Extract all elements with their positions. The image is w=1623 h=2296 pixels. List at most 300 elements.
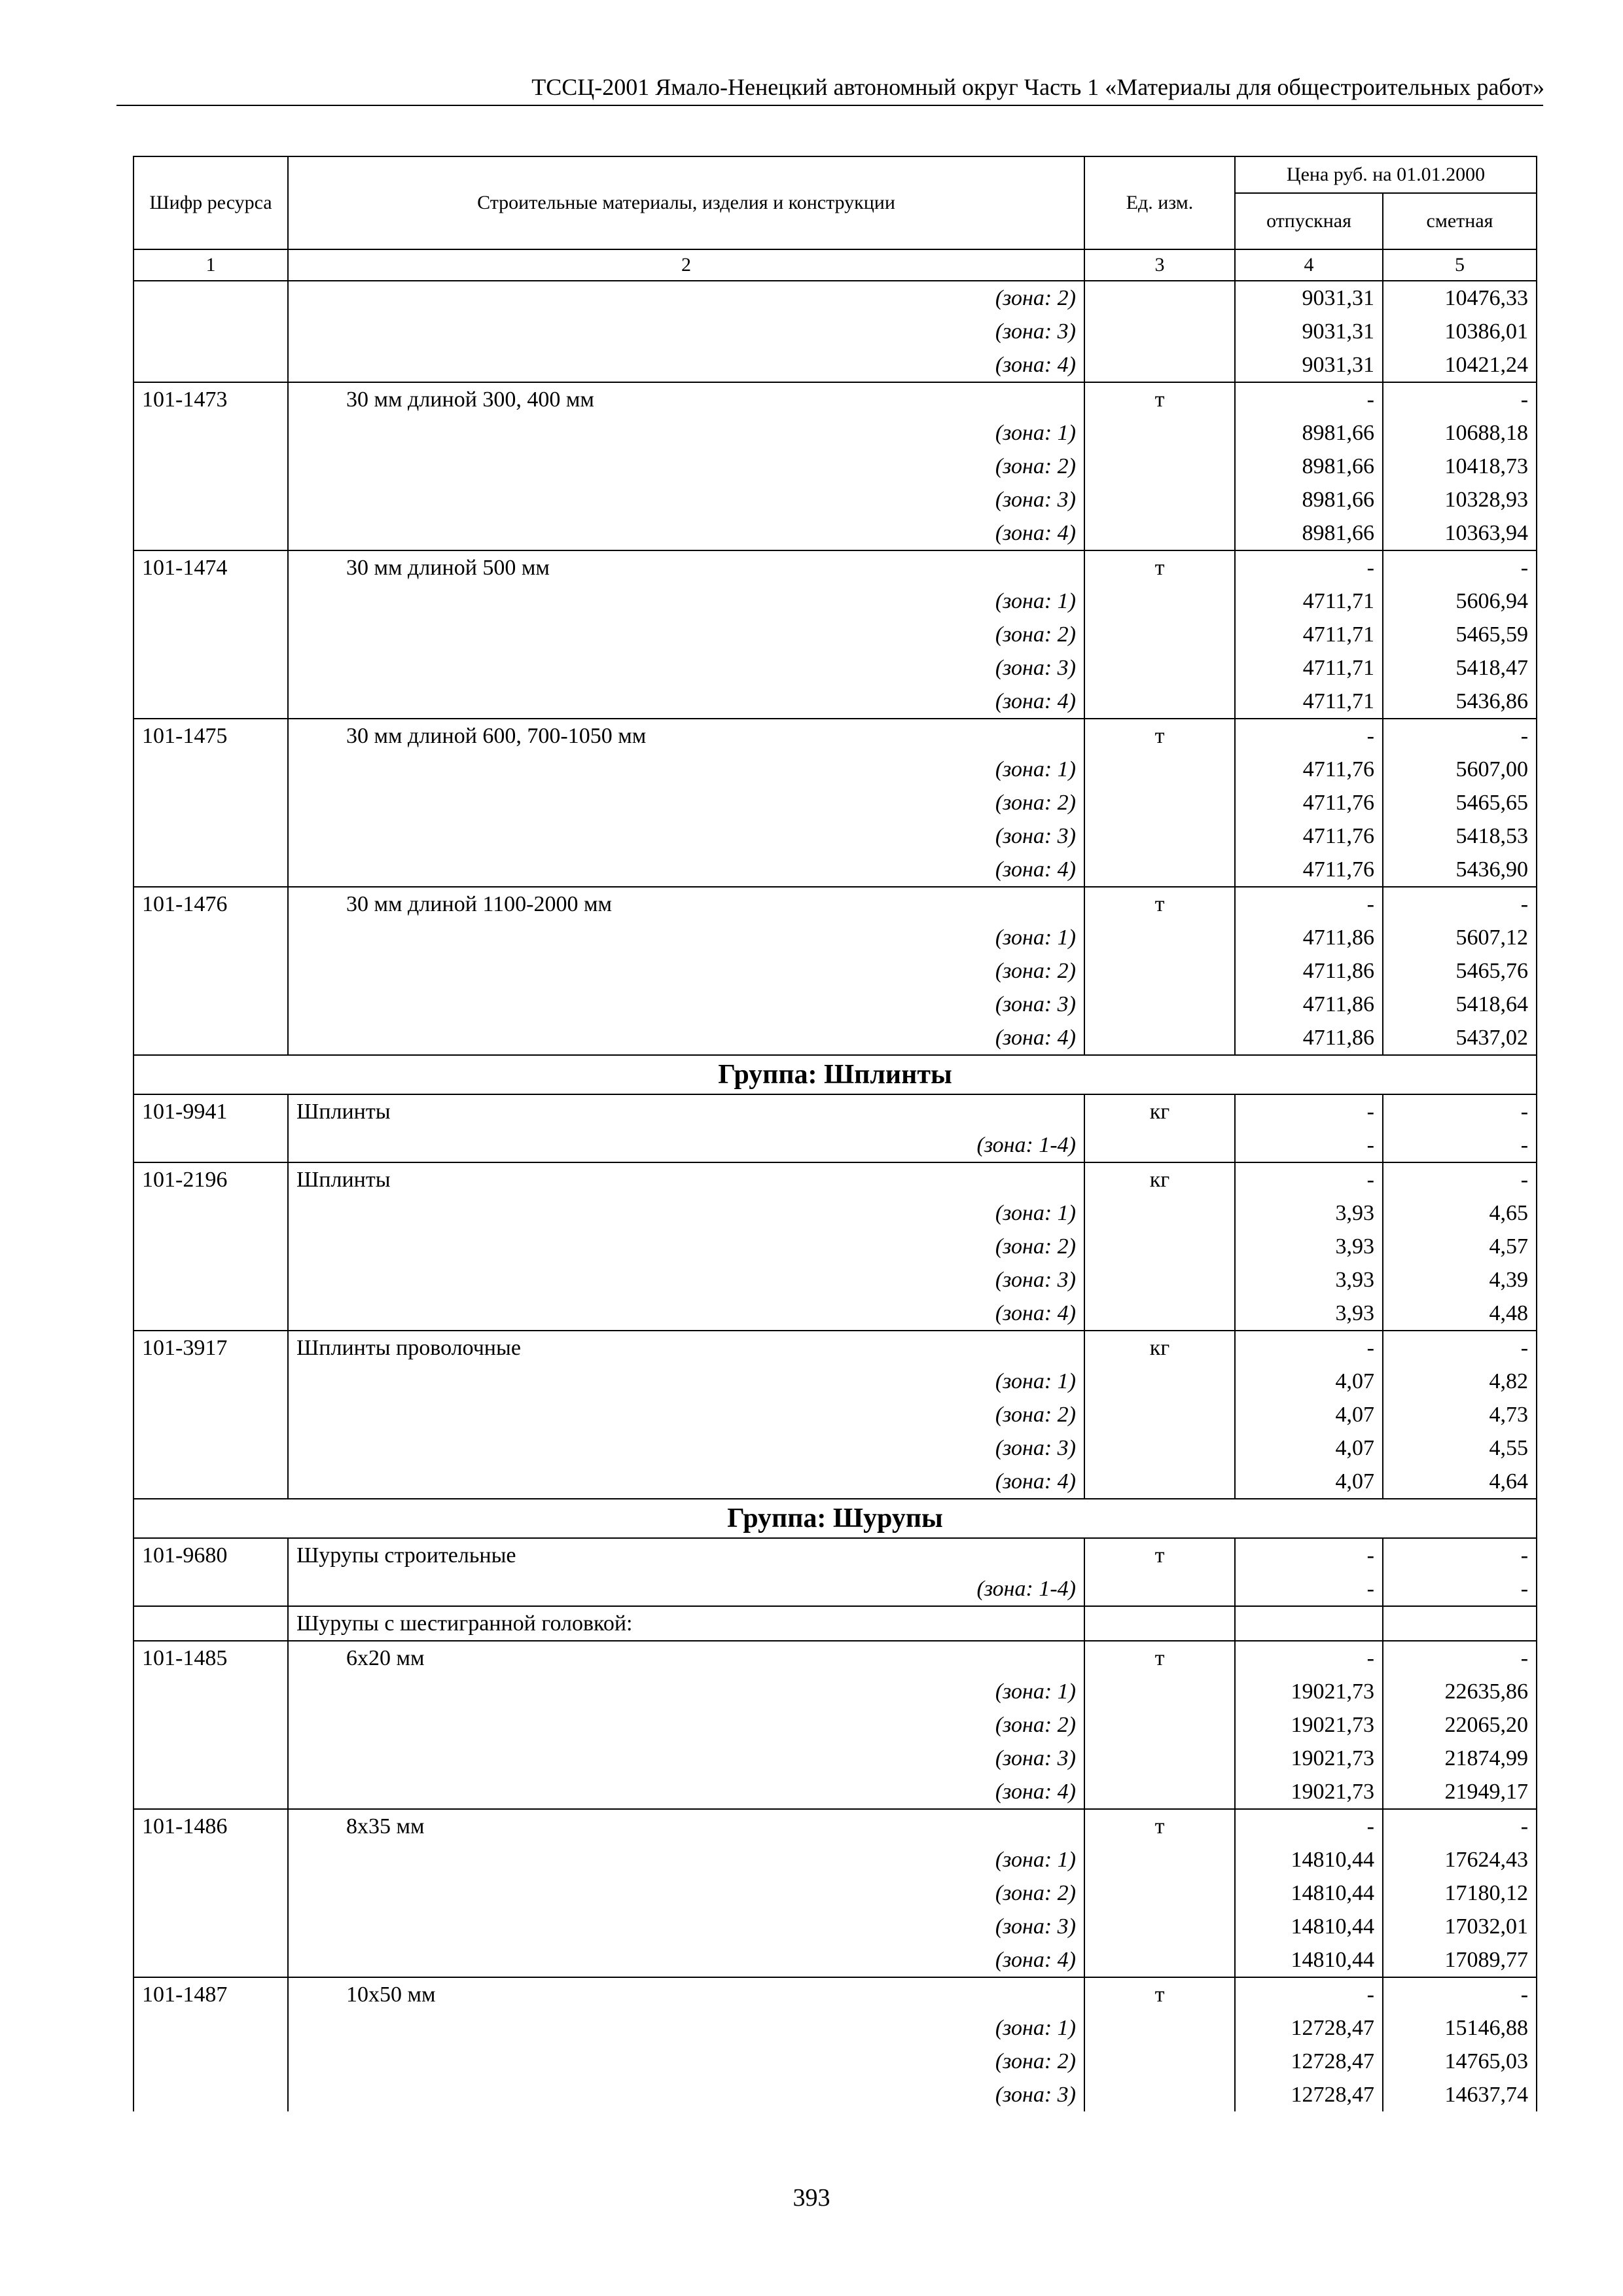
unit-cell: т bbox=[1084, 719, 1235, 753]
zone-row bbox=[134, 685, 1537, 719]
resource-code bbox=[134, 2078, 288, 2111]
estimate-price: 17624,43 bbox=[1383, 1843, 1537, 1876]
resource-code bbox=[134, 1675, 288, 1708]
estimate-price: - bbox=[1383, 1809, 1537, 1843]
unit-cell bbox=[1084, 786, 1235, 819]
resource-code bbox=[134, 753, 288, 786]
estimate-price: - bbox=[1383, 550, 1537, 584]
unit-cell: т bbox=[1084, 382, 1235, 416]
unit-cell bbox=[1084, 1365, 1235, 1398]
zone-label: (зона: 3) bbox=[288, 1742, 1084, 1775]
zone-label: (зона: 2) bbox=[288, 1708, 1084, 1742]
resource-code bbox=[134, 1775, 288, 1809]
resource-code bbox=[134, 954, 288, 988]
zone-label: (зона: 4) bbox=[288, 1943, 1084, 1977]
resource-code bbox=[134, 1572, 288, 1606]
unit-cell bbox=[1084, 853, 1235, 887]
resource-code bbox=[134, 1263, 288, 1297]
estimate-price: 4,48 bbox=[1383, 1297, 1537, 1331]
zone-label: (зона: 3) bbox=[288, 651, 1084, 685]
release-price: 4711,86 bbox=[1235, 1021, 1383, 1055]
zone-label: (зона: 1) bbox=[288, 753, 1084, 786]
resource-code bbox=[134, 1196, 288, 1230]
estimate-price: 5436,86 bbox=[1383, 685, 1537, 719]
zone-label: (зона: 1-4) bbox=[288, 1128, 1084, 1162]
resource-code: 101-9941 bbox=[134, 1094, 288, 1128]
estimate-price: 21874,99 bbox=[1383, 1742, 1537, 1775]
zone-row bbox=[134, 483, 1537, 516]
table-row bbox=[134, 1641, 1537, 1675]
header-unit: Ед. изм. bbox=[1084, 156, 1235, 249]
table-row bbox=[134, 1606, 1537, 1641]
unit-cell bbox=[1084, 2045, 1235, 2078]
release-price: 8981,66 bbox=[1235, 516, 1383, 550]
zone-row bbox=[134, 2011, 1537, 2045]
zone-row bbox=[134, 584, 1537, 618]
unit-cell bbox=[1084, 1742, 1235, 1775]
estimate-price: - bbox=[1383, 1572, 1537, 1606]
estimate-price: 4,82 bbox=[1383, 1365, 1537, 1398]
resource-code bbox=[134, 1128, 288, 1162]
zone-label: (зона: 4) bbox=[288, 1465, 1084, 1499]
unit-cell bbox=[1084, 348, 1235, 382]
zone-label: (зона: 4) bbox=[288, 348, 1084, 382]
estimate-price: - bbox=[1383, 1641, 1537, 1675]
zone-label: (зона: 4) bbox=[288, 853, 1084, 887]
release-price: 3,93 bbox=[1235, 1263, 1383, 1297]
zone-label: (зона: 3) bbox=[288, 2078, 1084, 2111]
release-price: - bbox=[1235, 887, 1383, 921]
estimate-price: 4,55 bbox=[1383, 1431, 1537, 1465]
zone-row bbox=[134, 1943, 1537, 1977]
table-row bbox=[134, 1331, 1537, 1365]
zone-label: (зона: 3) bbox=[288, 483, 1084, 516]
unit-cell bbox=[1084, 1230, 1235, 1263]
table-row bbox=[134, 719, 1537, 753]
zone-row bbox=[134, 281, 1537, 315]
estimate-price: 14765,03 bbox=[1383, 2045, 1537, 2078]
estimate-price: 22065,20 bbox=[1383, 1708, 1537, 1742]
release-price: 4711,71 bbox=[1235, 685, 1383, 719]
release-price: 4711,86 bbox=[1235, 988, 1383, 1021]
zone-row bbox=[134, 988, 1537, 1021]
estimate-price: 4,65 bbox=[1383, 1196, 1537, 1230]
column-numbers-row bbox=[134, 249, 1537, 281]
resource-code bbox=[134, 1876, 288, 1910]
unit-cell bbox=[1084, 584, 1235, 618]
estimate-price: 10418,73 bbox=[1383, 450, 1537, 483]
release-price: 4711,71 bbox=[1235, 618, 1383, 651]
header-release-price: отпускная bbox=[1235, 193, 1383, 249]
release-price: 4711,71 bbox=[1235, 584, 1383, 618]
resource-code: 101-1476 bbox=[134, 887, 288, 921]
zone-row bbox=[134, 1263, 1537, 1297]
material-name: 30 мм длиной 300, 400 мм bbox=[288, 382, 1084, 416]
zone-row bbox=[134, 954, 1537, 988]
material-name: 6х20 мм bbox=[288, 1641, 1084, 1675]
release-price: 14810,44 bbox=[1235, 1910, 1383, 1943]
zone-row bbox=[134, 1876, 1537, 1910]
estimate-price: - bbox=[1383, 1094, 1537, 1128]
estimate-price: 10363,94 bbox=[1383, 516, 1537, 550]
resource-code bbox=[134, 853, 288, 887]
estimate-price: 5465,59 bbox=[1383, 618, 1537, 651]
unit-cell: т bbox=[1084, 1977, 1235, 2011]
group-title: Группа: Шурупы bbox=[134, 1499, 1537, 1538]
unit-cell bbox=[1084, 483, 1235, 516]
zone-row bbox=[134, 1675, 1537, 1708]
zone-row bbox=[134, 1196, 1537, 1230]
estimate-price: 10328,93 bbox=[1383, 483, 1537, 516]
release-price: 4711,86 bbox=[1235, 921, 1383, 954]
resource-code: 101-1487 bbox=[134, 1977, 288, 2011]
zone-label: (зона: 1) bbox=[288, 2011, 1084, 2045]
material-name: 30 мм длиной 600, 700-1050 мм bbox=[288, 719, 1084, 753]
zone-label: (зона: 2) bbox=[288, 450, 1084, 483]
zone-row bbox=[134, 1910, 1537, 1943]
estimate-price bbox=[1383, 1606, 1537, 1641]
table-row bbox=[134, 887, 1537, 921]
unit-cell bbox=[1084, 1943, 1235, 1977]
zone-label: (зона: 2) bbox=[288, 954, 1084, 988]
zone-row bbox=[134, 853, 1537, 887]
unit-cell: т bbox=[1084, 1641, 1235, 1675]
unit-cell bbox=[1084, 618, 1235, 651]
resource-code bbox=[134, 988, 288, 1021]
resource-code: 101-1473 bbox=[134, 382, 288, 416]
zone-label: (зона: 1) bbox=[288, 584, 1084, 618]
zone-row bbox=[134, 921, 1537, 954]
resource-code bbox=[134, 1465, 288, 1499]
zone-row bbox=[134, 1128, 1537, 1162]
release-price: - bbox=[1235, 1641, 1383, 1675]
unit-cell bbox=[1084, 1775, 1235, 1809]
zone-label: (зона: 4) bbox=[288, 516, 1084, 550]
unit-cell: т bbox=[1084, 887, 1235, 921]
resource-code bbox=[134, 2045, 288, 2078]
zone-label: (зона: 1-4) bbox=[288, 1572, 1084, 1606]
unit-cell: т bbox=[1084, 550, 1235, 584]
release-price: 19021,73 bbox=[1235, 1775, 1383, 1809]
estimate-price: 4,57 bbox=[1383, 1230, 1537, 1263]
zone-label: (зона: 1) bbox=[288, 416, 1084, 450]
column-number: 5 bbox=[1383, 249, 1537, 281]
page-number: 393 bbox=[793, 2184, 830, 2212]
material-name: Шплинты bbox=[288, 1162, 1084, 1196]
release-price: 4711,76 bbox=[1235, 786, 1383, 819]
zone-label: (зона: 2) bbox=[288, 1876, 1084, 1910]
unit-cell: т bbox=[1084, 1809, 1235, 1843]
release-price: 14810,44 bbox=[1235, 1843, 1383, 1876]
release-price: - bbox=[1235, 382, 1383, 416]
release-price: 19021,73 bbox=[1235, 1708, 1383, 1742]
material-name: Шплинты проволочные bbox=[288, 1331, 1084, 1365]
material-name: 30 мм длиной 500 мм bbox=[288, 550, 1084, 584]
resource-code bbox=[134, 450, 288, 483]
release-price: 9031,31 bbox=[1235, 348, 1383, 382]
release-price: 9031,31 bbox=[1235, 315, 1383, 348]
release-price: 14810,44 bbox=[1235, 1876, 1383, 1910]
zone-row bbox=[134, 2078, 1537, 2111]
zone-row bbox=[134, 2045, 1537, 2078]
estimate-price: 5607,00 bbox=[1383, 753, 1537, 786]
zone-label: (зона: 1) bbox=[288, 921, 1084, 954]
resource-code bbox=[134, 1742, 288, 1775]
release-price: - bbox=[1235, 1538, 1383, 1572]
resource-code: 101-1485 bbox=[134, 1641, 288, 1675]
resource-code bbox=[134, 416, 288, 450]
estimate-price: - bbox=[1383, 382, 1537, 416]
estimate-price: 17089,77 bbox=[1383, 1943, 1537, 1977]
zone-row bbox=[134, 1021, 1537, 1055]
zone-row bbox=[134, 315, 1537, 348]
price-table bbox=[133, 156, 1537, 2111]
release-price: 8981,66 bbox=[1235, 483, 1383, 516]
unit-cell: кг bbox=[1084, 1094, 1235, 1128]
release-price: 12728,47 bbox=[1235, 2011, 1383, 2045]
column-number: 3 bbox=[1084, 249, 1235, 281]
unit-cell bbox=[1084, 988, 1235, 1021]
estimate-price: 5606,94 bbox=[1383, 584, 1537, 618]
estimate-price: 10421,24 bbox=[1383, 348, 1537, 382]
estimate-price: - bbox=[1383, 887, 1537, 921]
unit-cell: т bbox=[1084, 1538, 1235, 1572]
zone-row bbox=[134, 450, 1537, 483]
release-price: 12728,47 bbox=[1235, 2045, 1383, 2078]
resource-code: 101-9680 bbox=[134, 1538, 288, 1572]
table-row bbox=[134, 382, 1537, 416]
resource-code bbox=[134, 786, 288, 819]
table-row bbox=[134, 1094, 1537, 1128]
zone-row bbox=[134, 618, 1537, 651]
zone-label: (зона: 3) bbox=[288, 1431, 1084, 1465]
header-name: Строительные материалы, изделия и конструкции bbox=[288, 156, 1084, 249]
release-price: 19021,73 bbox=[1235, 1742, 1383, 1775]
estimate-price: - bbox=[1383, 1128, 1537, 1162]
estimate-price: - bbox=[1383, 719, 1537, 753]
release-price: 19021,73 bbox=[1235, 1675, 1383, 1708]
unit-cell bbox=[1084, 1910, 1235, 1943]
estimate-price: 15146,88 bbox=[1383, 2011, 1537, 2045]
column-number: 2 bbox=[288, 249, 1084, 281]
material-name: Шурупы с шестигранной головкой: bbox=[288, 1606, 1084, 1641]
release-price: - bbox=[1235, 719, 1383, 753]
release-price: 3,93 bbox=[1235, 1230, 1383, 1263]
unit-cell bbox=[1084, 651, 1235, 685]
resource-code bbox=[134, 281, 288, 315]
release-price: 9031,31 bbox=[1235, 281, 1383, 315]
unit-cell: кг bbox=[1084, 1162, 1235, 1196]
unit-cell bbox=[1084, 819, 1235, 853]
zone-row bbox=[134, 1297, 1537, 1331]
resource-code bbox=[134, 1708, 288, 1742]
header-divider bbox=[116, 105, 1543, 106]
zone-label: (зона: 2) bbox=[288, 786, 1084, 819]
zone-row bbox=[134, 1572, 1537, 1606]
zone-label: (зона: 2) bbox=[288, 1230, 1084, 1263]
unit-cell bbox=[1084, 450, 1235, 483]
material-name: Шурупы строительные bbox=[288, 1538, 1084, 1572]
estimate-price: 10688,18 bbox=[1383, 416, 1537, 450]
estimate-price: 5607,12 bbox=[1383, 921, 1537, 954]
estimate-price: 5436,90 bbox=[1383, 853, 1537, 887]
zone-row bbox=[134, 1365, 1537, 1398]
zone-label: (зона: 4) bbox=[288, 1297, 1084, 1331]
zone-row bbox=[134, 1431, 1537, 1465]
unit-cell bbox=[1084, 1572, 1235, 1606]
resource-code bbox=[134, 685, 288, 719]
release-price: 4711,76 bbox=[1235, 753, 1383, 786]
zone-label: (зона: 3) bbox=[288, 1263, 1084, 1297]
release-price: - bbox=[1235, 1977, 1383, 2011]
estimate-price: 22635,86 bbox=[1383, 1675, 1537, 1708]
release-price: 3,93 bbox=[1235, 1196, 1383, 1230]
unit-cell bbox=[1084, 281, 1235, 315]
unit-cell bbox=[1084, 1021, 1235, 1055]
group-heading-row bbox=[134, 1499, 1537, 1538]
zone-row bbox=[134, 1230, 1537, 1263]
unit-cell bbox=[1084, 1843, 1235, 1876]
unit-cell: кг bbox=[1084, 1331, 1235, 1365]
unit-cell bbox=[1084, 1297, 1235, 1331]
zone-row bbox=[134, 651, 1537, 685]
header-price: Цена руб. на 01.01.2000 bbox=[1235, 156, 1537, 193]
release-price: - bbox=[1235, 1094, 1383, 1128]
unit-cell bbox=[1084, 2078, 1235, 2111]
estimate-price: 14637,74 bbox=[1383, 2078, 1537, 2111]
table-row bbox=[134, 1977, 1537, 2011]
table-row bbox=[134, 1162, 1537, 1196]
zone-row bbox=[134, 1465, 1537, 1499]
resource-code bbox=[134, 1431, 288, 1465]
estimate-price: - bbox=[1383, 1538, 1537, 1572]
zone-row bbox=[134, 416, 1537, 450]
group-title: Группа: Шплинты bbox=[134, 1055, 1537, 1094]
resource-code bbox=[134, 1843, 288, 1876]
release-price: 4711,76 bbox=[1235, 819, 1383, 853]
estimate-price: 4,39 bbox=[1383, 1263, 1537, 1297]
unit-cell bbox=[1084, 1263, 1235, 1297]
release-price: 4,07 bbox=[1235, 1465, 1383, 1499]
estimate-price: 21949,17 bbox=[1383, 1775, 1537, 1809]
zone-label: (зона: 1) bbox=[288, 1365, 1084, 1398]
estimate-price: 5465,76 bbox=[1383, 954, 1537, 988]
resource-code bbox=[134, 819, 288, 853]
zone-row bbox=[134, 819, 1537, 853]
estimate-price: 5418,47 bbox=[1383, 651, 1537, 685]
unit-cell bbox=[1084, 685, 1235, 719]
release-price: 4711,71 bbox=[1235, 651, 1383, 685]
release-price: 12728,47 bbox=[1235, 2078, 1383, 2111]
material-name: 30 мм длиной 1100-2000 мм bbox=[288, 887, 1084, 921]
resource-code bbox=[134, 1021, 288, 1055]
column-number: 1 bbox=[134, 249, 288, 281]
resource-code: 101-1474 bbox=[134, 550, 288, 584]
resource-code bbox=[134, 1398, 288, 1431]
zone-label: (зона: 4) bbox=[288, 1775, 1084, 1809]
zone-label: (зона: 2) bbox=[288, 2045, 1084, 2078]
unit-cell bbox=[1084, 1675, 1235, 1708]
unit-cell bbox=[1084, 753, 1235, 786]
zone-label: (зона: 3) bbox=[288, 1910, 1084, 1943]
release-price: - bbox=[1235, 1331, 1383, 1365]
release-price: 4,07 bbox=[1235, 1431, 1383, 1465]
zone-row bbox=[134, 753, 1537, 786]
zone-label: (зона: 3) bbox=[288, 819, 1084, 853]
zone-label: (зона: 4) bbox=[288, 685, 1084, 719]
release-price: - bbox=[1235, 1162, 1383, 1196]
zone-label: (зона: 2) bbox=[288, 618, 1084, 651]
release-price: 8981,66 bbox=[1235, 450, 1383, 483]
zone-row bbox=[134, 1742, 1537, 1775]
release-price: - bbox=[1235, 1809, 1383, 1843]
unit-cell bbox=[1084, 1431, 1235, 1465]
unit-cell bbox=[1084, 1196, 1235, 1230]
zone-row bbox=[134, 1398, 1537, 1431]
unit-cell bbox=[1084, 1398, 1235, 1431]
resource-code bbox=[134, 651, 288, 685]
estimate-price: 17032,01 bbox=[1383, 1910, 1537, 1943]
resource-code: 101-1486 bbox=[134, 1809, 288, 1843]
estimate-price: 10476,33 bbox=[1383, 281, 1537, 315]
resource-code: 101-3917 bbox=[134, 1331, 288, 1365]
zone-label: (зона: 1) bbox=[288, 1196, 1084, 1230]
zone-row bbox=[134, 786, 1537, 819]
zone-label: (зона: 1) bbox=[288, 1675, 1084, 1708]
unit-cell bbox=[1084, 516, 1235, 550]
table-row bbox=[134, 1538, 1537, 1572]
resource-code bbox=[134, 1230, 288, 1263]
resource-code bbox=[134, 315, 288, 348]
zone-row bbox=[134, 1775, 1537, 1809]
estimate-price: 5465,65 bbox=[1383, 786, 1537, 819]
unit-cell bbox=[1084, 1708, 1235, 1742]
estimate-price: - bbox=[1383, 1162, 1537, 1196]
document-header-title: ТССЦ-2001 Ямало-Ненецкий автономный округ Часть 1 «Материалы для общестроительных работ» bbox=[531, 74, 1544, 100]
release-price: 4711,76 bbox=[1235, 853, 1383, 887]
release-price: 4,07 bbox=[1235, 1398, 1383, 1431]
zone-label: (зона: 4) bbox=[288, 1021, 1084, 1055]
resource-code bbox=[134, 348, 288, 382]
estimate-price: 5418,64 bbox=[1383, 988, 1537, 1021]
zone-row bbox=[134, 348, 1537, 382]
table-row bbox=[134, 1809, 1537, 1843]
unit-cell bbox=[1084, 954, 1235, 988]
resource-code bbox=[134, 584, 288, 618]
estimate-price: 17180,12 bbox=[1383, 1876, 1537, 1910]
unit-cell bbox=[1084, 1876, 1235, 1910]
release-price: - bbox=[1235, 1572, 1383, 1606]
zone-label: (зона: 3) bbox=[288, 988, 1084, 1021]
zone-label: (зона: 2) bbox=[288, 1398, 1084, 1431]
unit-cell bbox=[1084, 315, 1235, 348]
release-price: - bbox=[1235, 1128, 1383, 1162]
resource-code: 101-2196 bbox=[134, 1162, 288, 1196]
estimate-price: 10386,01 bbox=[1383, 315, 1537, 348]
resource-code bbox=[134, 1943, 288, 1977]
estimate-price: 5418,53 bbox=[1383, 819, 1537, 853]
estimate-price: - bbox=[1383, 1331, 1537, 1365]
table-header bbox=[134, 156, 1537, 281]
column-number: 4 bbox=[1235, 249, 1383, 281]
resource-code bbox=[134, 1365, 288, 1398]
unit-cell bbox=[1084, 1606, 1235, 1641]
resource-code: 101-1475 bbox=[134, 719, 288, 753]
unit-cell bbox=[1084, 2011, 1235, 2045]
zone-label: (зона: 2) bbox=[288, 281, 1084, 315]
zone-label: (зона: 1) bbox=[288, 1843, 1084, 1876]
unit-cell bbox=[1084, 921, 1235, 954]
